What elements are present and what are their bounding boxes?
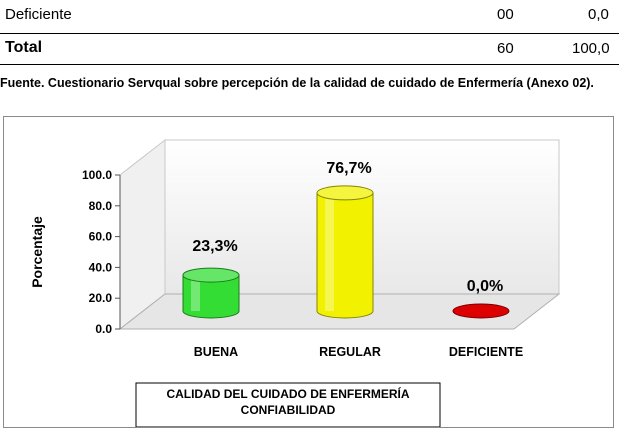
y-axis-label: Porcentaje	[29, 216, 45, 288]
bar-deficiente	[453, 304, 509, 318]
bar-highlight	[325, 193, 334, 311]
table-row-deficiente	[0, 0, 619, 30]
data-label: 0,0%	[466, 278, 504, 295]
bar-chart	[4, 117, 613, 427]
legend-title-line: CONFIABILIDAD	[240, 403, 336, 417]
y-tick-label: 0.0	[95, 322, 112, 336]
y-tick-label: 40.0	[88, 260, 112, 275]
legend-title-line: CALIDAD DEL CUIDADO DE ENFERMERÍA	[166, 387, 410, 401]
source-note: Fuente. Cuestionario Servqual sobre percepción de la calidad de cuidado de Enfermería (Anexo 02).	[0, 76, 594, 90]
y-tick-label: 60.0	[88, 229, 112, 244]
y-tick-label: 80.0	[88, 198, 112, 213]
row-percent: 0,0	[588, 6, 609, 23]
row-label: Deficiente	[5, 6, 72, 23]
data-label: 23,3%	[192, 238, 238, 256]
y-tick-label: 100.0	[81, 168, 112, 182]
bar-disk	[453, 304, 509, 318]
bar-top	[183, 268, 239, 282]
category-label: REGULAR	[319, 345, 381, 359]
table-bottom-rule	[0, 64, 619, 65]
total-label: Total	[5, 39, 43, 56]
total-count: 60	[497, 40, 514, 57]
row-count: 00	[497, 6, 514, 23]
category-label: BUENA	[193, 345, 239, 359]
bar-buena	[183, 268, 239, 318]
y-tick-label: 20.0	[88, 291, 112, 306]
bar-top	[317, 186, 373, 200]
table-row-total	[0, 34, 619, 64]
chart-frame	[3, 116, 614, 428]
category-label: DEFICIENTE	[448, 345, 524, 359]
total-percent: 100,0	[572, 40, 610, 57]
bar-regular	[317, 186, 373, 318]
data-label: 76,7%	[326, 159, 372, 177]
